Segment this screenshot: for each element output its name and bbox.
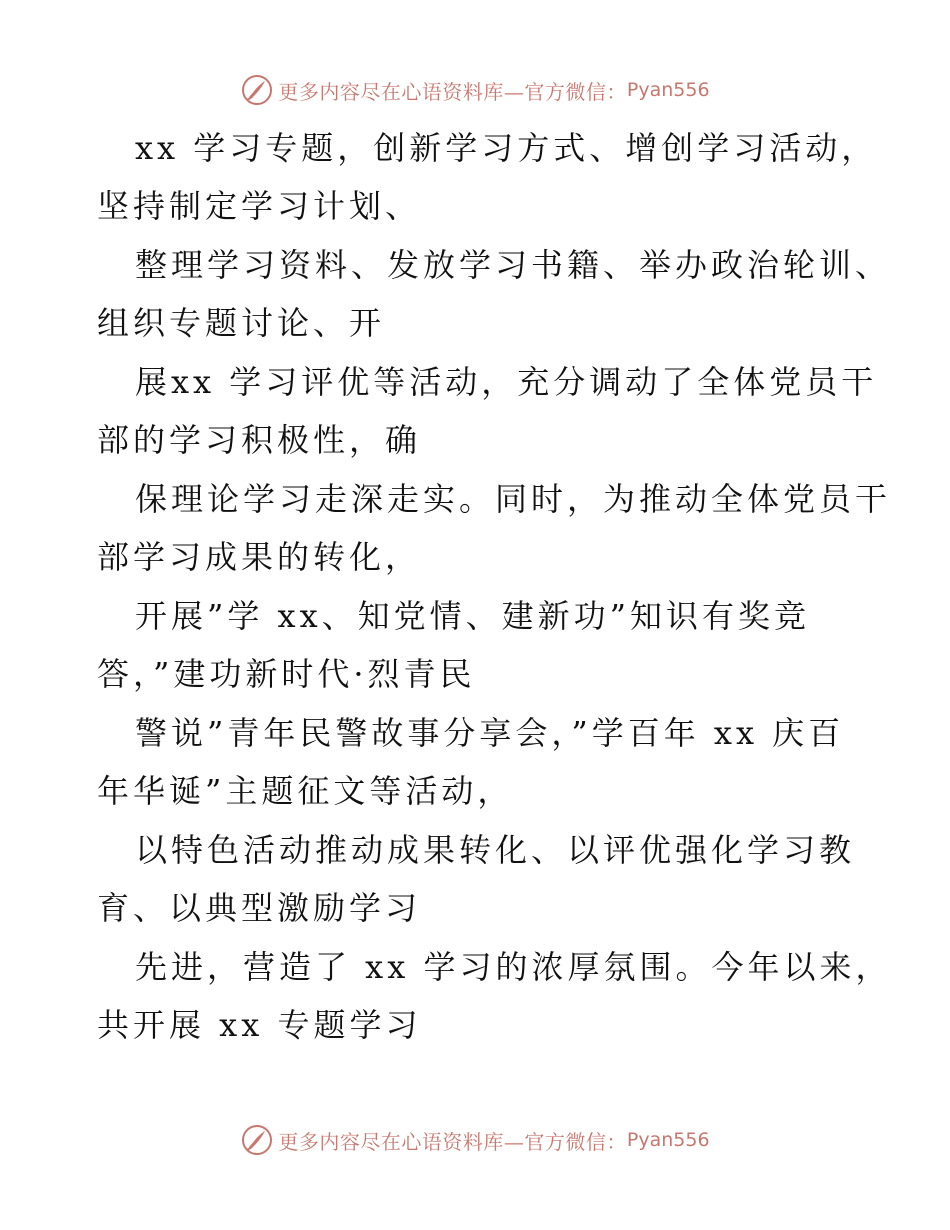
watermark-text: 更多内容尽在心语资料库—官方微信： xyxy=(278,79,627,104)
body-line: 整理学习资料、发放学习书籍、举办政治轮训、 xyxy=(135,246,892,284)
body-line: 保理论学习走深走实。同时，为推动全体党员干 xyxy=(135,480,892,518)
pen-logo-icon xyxy=(240,1123,274,1157)
watermark-text: 更多内容尽在心语资料库—官方微信： xyxy=(278,1129,627,1154)
footer-watermark xyxy=(0,1120,950,1160)
body-line: 以特色活动推动成果转化、以评优强化学习教 xyxy=(135,831,856,869)
body-line: 育、以典型激励学习 xyxy=(97,889,422,927)
body-line: 开展”学 xx、知党情、建新功”知识有奖竞 xyxy=(135,597,810,635)
body-line: 共开展 xx 专题学习 xyxy=(97,1006,422,1044)
body-line: 展xx 学习评优等活动，充分调动了全体党员干 xyxy=(135,363,878,401)
watermark-wechat-id: Pyan556 xyxy=(626,79,710,101)
body-line: 先进，营造了 xx 学习的浓厚氛围。今年以来， xyxy=(135,948,892,986)
pen-logo-icon xyxy=(240,73,274,107)
body-line: 组织专题讨论、开 xyxy=(97,304,386,342)
body-line: 部学习成果的转化， xyxy=(97,538,422,576)
body-line: 年华诞”主题征文等活动， xyxy=(97,772,514,810)
body-line: 坚持制定学习计划、 xyxy=(97,187,422,225)
body-line: 警说”青年民警故事分享会，”学百年 xx 庆百 xyxy=(135,714,845,752)
body-line: xx 学习专题，创新学习方式、增创学习活动， xyxy=(135,129,878,167)
watermark-wechat-id: Pyan556 xyxy=(626,1129,710,1151)
body-line: 答，”建功新时代·烈青民 xyxy=(97,655,476,693)
header-watermark xyxy=(0,70,950,110)
body-line: 部的学习积极性，确 xyxy=(97,421,422,459)
